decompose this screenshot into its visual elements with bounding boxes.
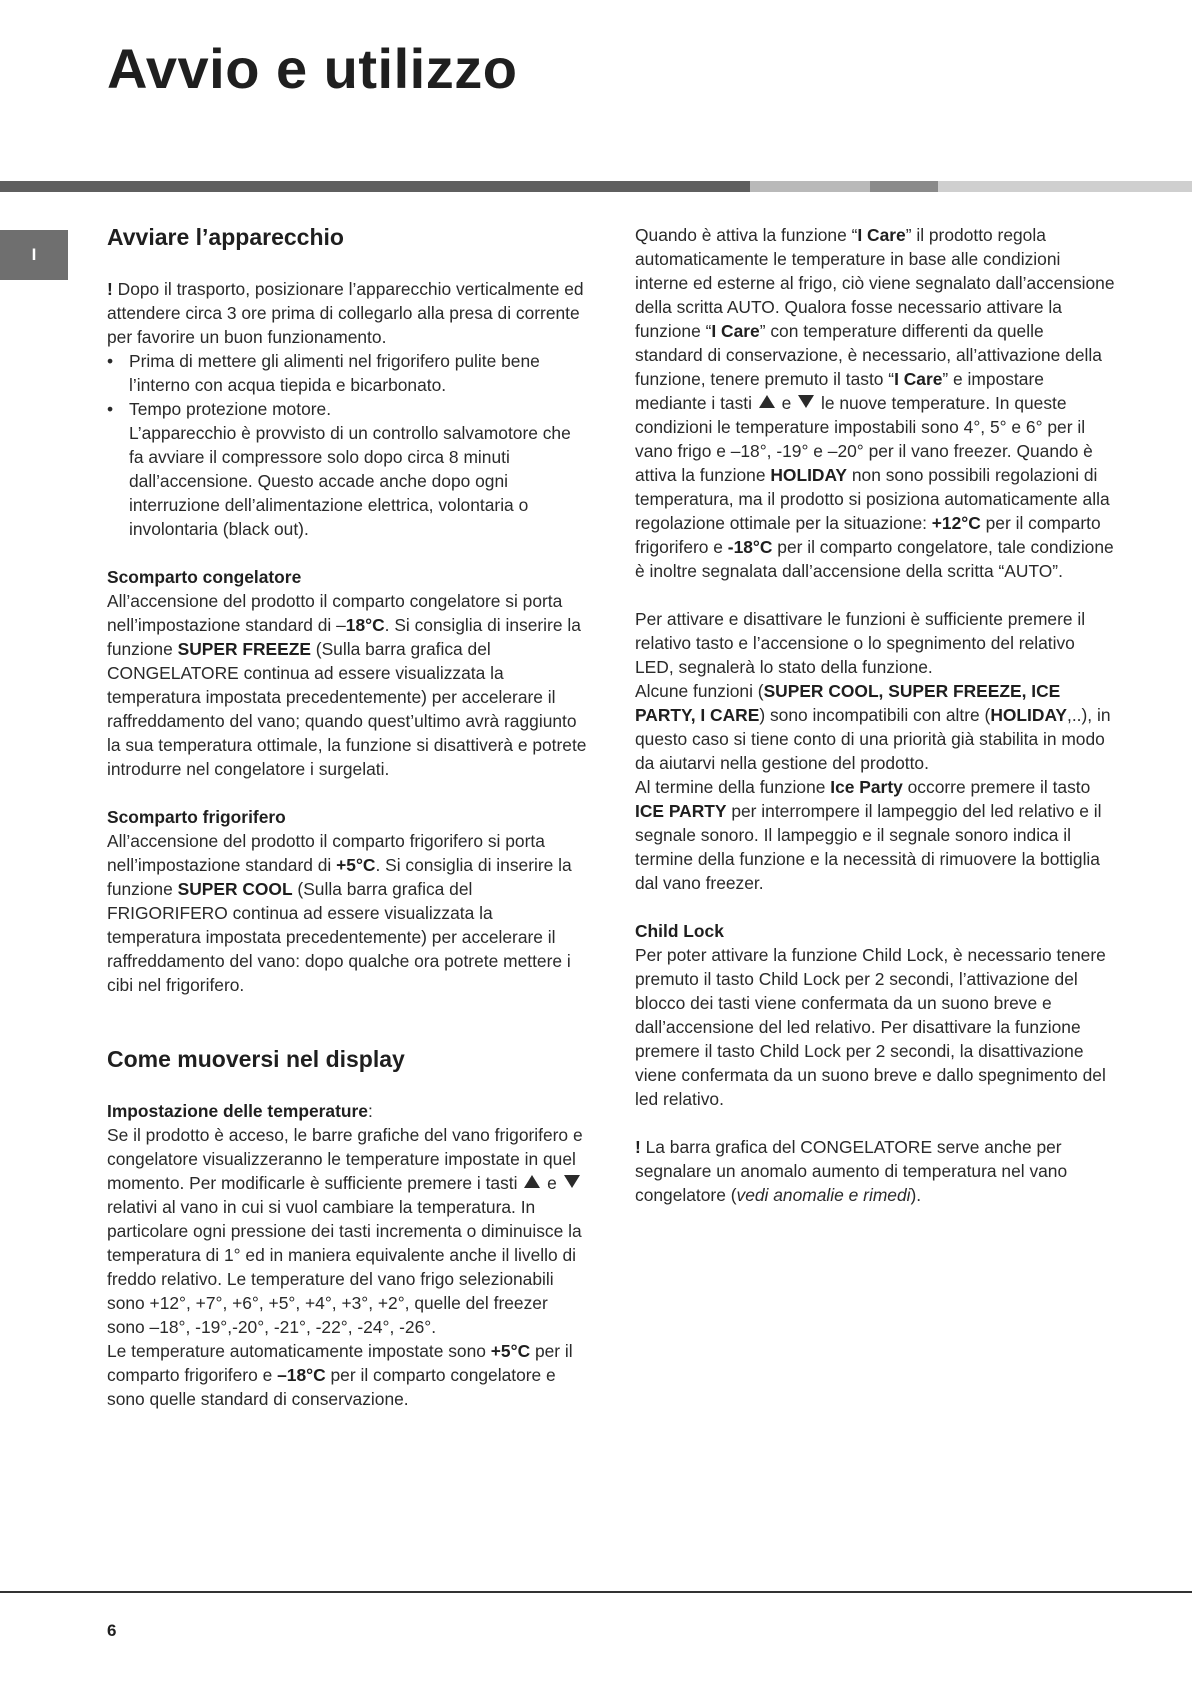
triangle-up-icon	[524, 1175, 540, 1188]
footer-rule	[0, 1591, 1192, 1593]
header-rule-pale	[938, 181, 1192, 192]
fridge-text: All’accensione del prodotto il comparto frigorifero si porta nell’impostazione standard di +5°C. Si consiglia di inserire la funzione SUPER COOL (Sulla barra grafica del FRIGORIFERO continua ad essere visualizzata la temperatura impostata precedentemente) per accelerare il raffreddamento del vano: dopo qualche ora potrete mettere i cibi nel frigorifero.	[107, 831, 572, 995]
language-tab	[0, 230, 68, 280]
child-lock-text: Per poter attivare la funzione Child Lock, è necessario tenere premuto il tasto Child Lock per 2 secondi, l’attivazione del blocco dei tasti viene confermata da un suono breve e dall’accensione del led relativo. Per disattivare la funzione premere il tasto Child Lock per 2 secondi, la disattivazione viene confermata da un suono breve e dallo spegnimento del led relativo.	[635, 945, 1106, 1109]
bullet-motor-protection: • Tempo protezione motore. L’apparecchio è provvisto di un controllo salvamotore che fa avviare il compressore solo dopo circa 8 minuti dall’accensione. Questo accade anche dopo ogni interruzione dell’alimentazione elettrica, volontaria o involontaria (black out).	[107, 397, 587, 541]
warning-mark: !	[635, 1137, 641, 1157]
fridge-heading: Scomparto frigorifero	[107, 807, 286, 827]
child-lock-heading: Child Lock	[635, 921, 724, 941]
default-temperatures-text: Le temperature automaticamente impostate sono +5°C per il comparto frigorifero e –18°C per il comparto congelatore e sono quelle standard di conservazione.	[107, 1341, 573, 1409]
page-title: Avvio e utilizzo	[107, 37, 518, 100]
language-tab-label: I	[31, 245, 37, 264]
warning-mark: !	[107, 279, 113, 299]
ice-party-text: Al termine della funzione Ice Party occorre premere il tasto ICE PARTY per interrompere il lampeggio del led relativo e il segnale sonoro. Il lampeggio e il segnale sonoro indica il termine della funzione e la necessità di rimuovere la bottiglia dal vano freezer.	[635, 777, 1102, 893]
incompatible-functions-text: Alcune funzioni (SUPER COOL, SUPER FREEZE, ICE PARTY, I CARE) sono incompatibili con altre (HOLIDAY,..), in questo caso si tiene conto di una priorità già stabilita in modo da aiutarvi nella gestione del prodotto.	[635, 681, 1111, 773]
triangle-down-icon	[798, 395, 814, 408]
functions-text: Per attivare e disattivare le funzioni è sufficiente premere il relativo tasto e l’accensione o lo spegnimento del relativo LED, segnalerà lo stato della funzione.	[635, 609, 1086, 677]
section-heading-display: Come muoversi nel display	[107, 1046, 405, 1072]
right-column	[635, 223, 1115, 1207]
freezer-heading: Scomparto congelatore	[107, 567, 302, 587]
page-number: 6	[107, 1621, 117, 1640]
triangle-down-icon	[564, 1175, 580, 1188]
transport-warning: ! Dopo il trasporto, posizionare l’apparecchio verticalmente ed attendere circa 3 ore prima di collegarlo alla presa di corrente per favorire un buon funzionamento.	[107, 279, 584, 347]
freezer-text: All’accensione del prodotto il comparto congelatore si porta nell’impostazione standard di –18°C. Si consiglia di inserire la funzione SUPER FREEZE (Sulla barra grafica del CONGELATORE continua ad essere visualizzata la temperatura impostata precedentemente) per accelerare il raffreddamento del vano; quando quest’ultimo avrà raggiunto la sua temperatura ottimale, la funzione si disattiverà e potrete introdurre nel congelatore i surgelati.	[107, 591, 587, 779]
triangle-up-icon	[759, 395, 775, 408]
section-heading-start: Avviare l’apparecchio	[107, 224, 344, 250]
left-column	[107, 223, 587, 1411]
header-rule-light	[750, 181, 870, 192]
freezer-bar-note: ! La barra grafica del CONGELATORE serve anche per segnalare un anomalo aumento di temperatura nel vano congelatore (vedi anomalie e rimedi).	[635, 1137, 1068, 1205]
bullet-cleaning: • Prima di mettere gli alimenti nel frigorifero pulite bene l’interno con acqua tiepida e bicarbonato.	[107, 349, 587, 397]
header-rule-dark	[0, 181, 750, 192]
icare-text: Quando è attiva la funzione “I Care” il prodotto regola automaticamente le temperature in base alle condizioni interne ed esterne al frigo, ciò viene segnalato dall’accensione della scritta AUTO. Qualora fosse necessario attivare la funzione “I Care” con temperature differenti da quelle standard di conservazione, è necessario, all’attivazione della funzione, tenere premuto il tasto “I Care” e impostare mediante i tasti e le nuove temperature. In queste condizioni le temperature impostabili sono 4°, 5° e 6° per il vano frigo e –18°, -19° e –20° per il vano freezer. Quando è attiva la funzione HOLIDAY non sono possibili regolazioni di temperatura, ma il prodotto si posiziona automaticamente alla regolazione ottimale per la situazione: +12°C per il comparto frigorifero e -18°C per il comparto congelatore, tale condizione è inoltre segnalata dall’accensione della scritta “AUTO”.	[635, 225, 1115, 581]
start-bullets	[107, 349, 587, 541]
header-rule-mid	[870, 181, 938, 192]
temperature-text: Se il prodotto è acceso, le barre grafiche del vano frigorifero e congelatore visualizzeranno le temperature impostate in quel momento. Per modificarle è sufficiente premere i tasti e relativi al vano in cui si vuol cambiare la temperatura. In particolare ogni pressione dei tasti incrementa o diminuisce la temperatura di 1° ed in maniera equivalente anche il livello di freddo relativo. Le temperature del vano frigo selezionabili sono +12°, +7°, +6°, +5°, +4°, +3°, +2°, quelle del freezer sono –18°, -19°,-20°, -21°, -22°, -24°, -26°.	[107, 1125, 583, 1337]
temperature-subheading: Impostazione delle temperature:	[107, 1101, 373, 1121]
